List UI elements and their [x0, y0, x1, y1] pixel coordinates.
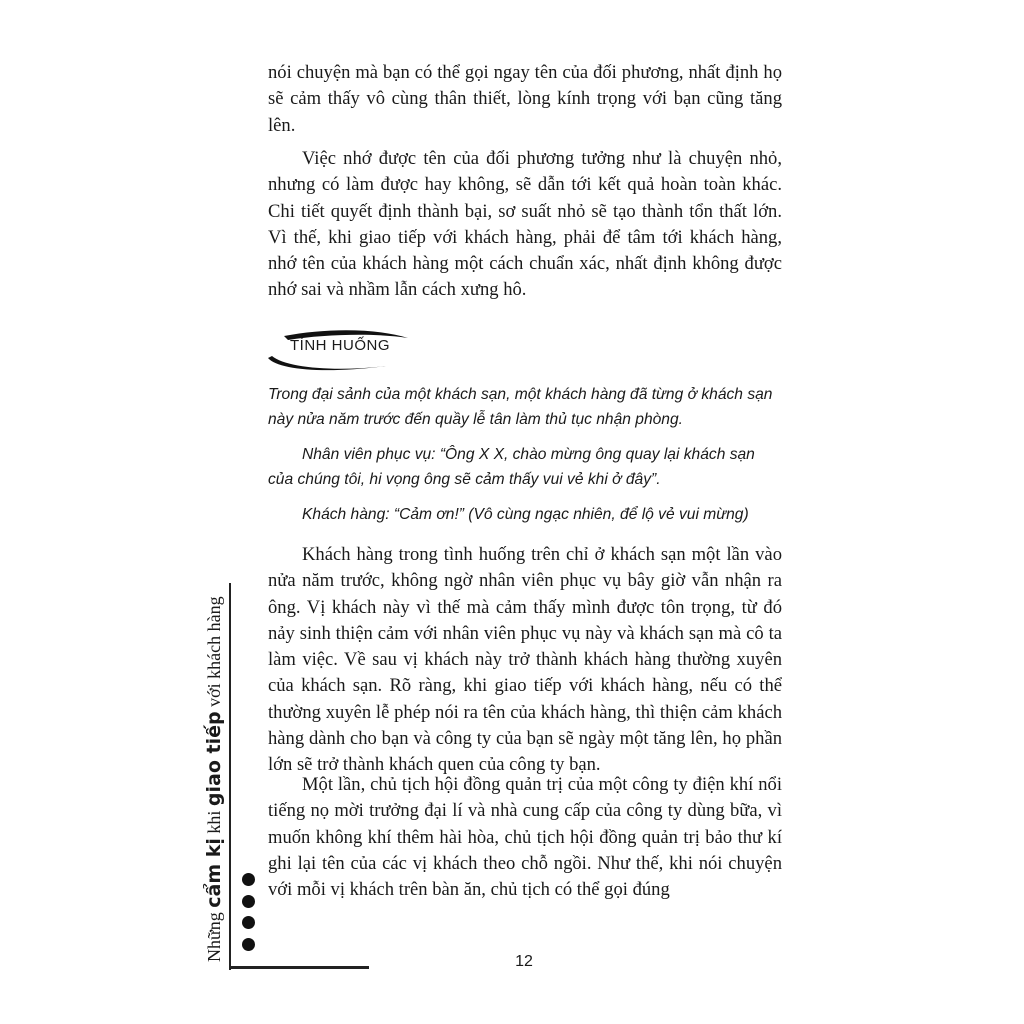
dot-icon — [242, 916, 255, 929]
side-title-part: khi — [204, 806, 224, 839]
section-heading-label: TÌNH HUỐNG — [290, 337, 390, 354]
dialogue-customer: Khách hàng: “Cảm ơn!” (Vô cùng ngạc nhiên, để lộ vẻ vui mừng) — [302, 506, 749, 523]
dialogue-staff: Nhân viên phục vụ: “Ông X X, chào mừng ông quay lại khách sạn của chúng tôi, hi vọng ông sẽ cảm thấy vui vẻ khi ở đây”. — [268, 446, 755, 488]
page-number: 12 — [515, 953, 533, 970]
margin-vertical-rule — [229, 583, 231, 970]
dot-icon — [242, 895, 255, 908]
side-title-part: với khách hàng — [204, 596, 224, 712]
paragraph-continuation: nói chuyện mà bạn có thể gọi ngay tên của đối phương, nhất định họ sẽ cảm thấy vô cùng thân thiết, lòng kính trọng với bạn cũng tăng lên. — [268, 62, 782, 136]
section-heading — [266, 322, 416, 378]
side-title-emphasis: giao tiếp — [203, 711, 225, 807]
paragraph-chairman-story: Một lần, chủ tịch hội đồng quản trị của một công ty điện khí nổi tiếng nọ mời trưởng đại lí và nhà cung cấp của công ty dùng bữa, vì muốn không khí thêm hài hòa, chủ tịch hội đồng quản trị bảo thư kí ghi lại tên của các vị khách theo chỗ ngồi. Như thế, khi nói chuyện với mỗi vị khách trên bàn ăn, chủ tịch có thể gọi đúng — [268, 774, 782, 901]
running-book-title — [203, 596, 225, 962]
decorative-dots — [242, 873, 256, 959]
side-title-emphasis: cẩm kị — [203, 838, 225, 908]
dot-icon — [242, 938, 255, 951]
dialogue-scene: Trong đại sảnh của một khách sạn, một khách hàng đã từng ở khách sạn này nửa năm trước đến quầy lễ tân làm thủ tục nhận phòng. — [268, 386, 773, 428]
paragraph-remember-names: Việc nhớ được tên của đối phương tưởng như là chuyện nhỏ, nhưng có làm được hay không, sẽ dẫn tới kết quả hoàn toàn khác. Chi tiết quyết định thành bại, sơ suất nhỏ sẽ tạo thành tổn thất lớn. Vì thế, khi giao tiếp với khách hàng, phải để tâm tới khách hàng, nhớ tên của khách hàng một cách chuẩn xác, nhất định không được nhớ sai và nhầm lẫn cách xưng hô. — [268, 148, 782, 301]
footer-horizontal-rule — [229, 966, 369, 969]
paragraph-analysis: Khách hàng trong tình huống trên chỉ ở khách sạn một lần vào nửa năm trước, không ngờ nhân viên phục vụ bây giờ vẫn nhận ra ông. Vị khách này vì thế mà cảm thấy mình được tôn trọng, từ đó nảy sinh thiện cảm với nhân viên phục vụ này và khách sạn mà cô ta làm việc. Về sau vị khách này trở thành khách hàng thường xuyên của khách sạn. Rõ ràng, khi giao tiếp với khách hàng, nếu có thể thường xuyên lễ phép nói ra tên của khách hàng, thì thiện cảm khách hàng dành cho bạn và công ty của bạn sẽ ngày một tăng lên, họ phần lớn sẽ trở thành khách quen của công ty bạn. — [268, 544, 782, 776]
side-title-part: Những — [204, 907, 224, 962]
dot-icon — [242, 873, 255, 886]
